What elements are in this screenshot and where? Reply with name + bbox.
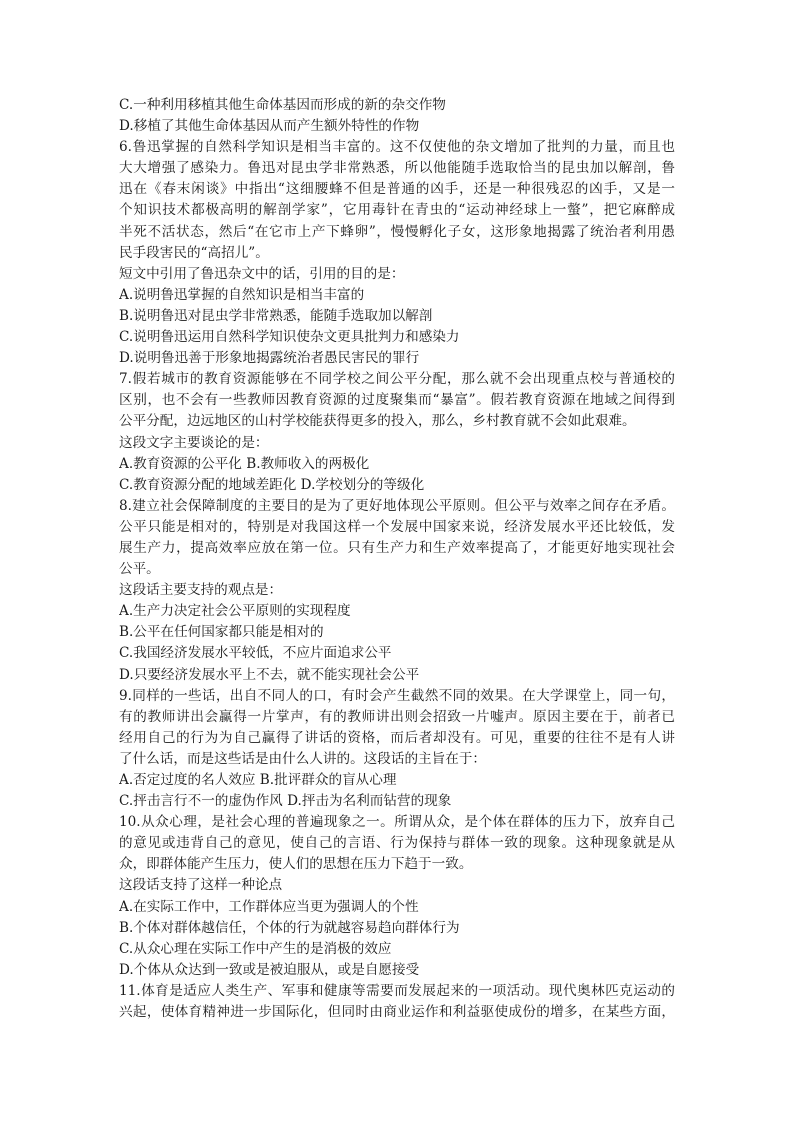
question-text-line: 区别，也不会有一些教师因教育资源的过度聚集而“暴富”。假若教育资源在地域之间得到 xyxy=(119,392,675,409)
option-line: A.说明鲁迅掌握的自然知识是相当丰富的 xyxy=(119,286,365,303)
question-text-line: 7.假若城市的教育资源能够在不同学校之间公平分配，那么就不会出现重点校与普通校的 xyxy=(119,371,675,388)
question-text-line: 公平只能是相对的，特别是对我国这样一个发展中国家来说，经济发展水平还比较低，发 xyxy=(119,518,675,535)
question-text-line: 经用自己的行为为自己赢得了讲话的资格，而后者却没有。可见，重要的往往不是有人讲 xyxy=(119,729,675,746)
option-line: B.公平在任何国家都只能是相对的 xyxy=(119,624,324,641)
question-text-line: 展生产力，提高效率应放在第一位。只有生产力和生产效率提高了，才能更好地实现社会 xyxy=(119,539,675,556)
option-line: C.从众心理在实际工作中产生的是消极的效应 xyxy=(119,940,392,957)
option-line: A.教育资源的公平化 B.教师收入的两极化 xyxy=(119,455,370,472)
question-text-line: 6.鲁迅掌握的自然科学知识是相当丰富的。这不仅使他的杂文增加了批判的力量，而且也 xyxy=(119,139,675,156)
question-text-line: 9.同样的一些话，出自不同人的口，有时会产生截然不同的效果。在大学课堂上，同一句， xyxy=(119,687,675,704)
question-text-line: 兴起，使体育精神进一步国际化，但同时由商业运作和利益驱使成份的增多，在某些方面， xyxy=(119,1004,675,1021)
option-line: A.生产力决定社会公平原则的实现程度 xyxy=(119,603,351,620)
option-line: C.一种利用移植其他生命体基因而形成的新的杂交作物 xyxy=(119,97,446,113)
question-text-line: 半死不活状态，然后“在它市上产下蜂卵”，慢慢孵化子女，这形象地揭露了统治者利用愚 xyxy=(119,223,675,240)
option-line: B.说明鲁迅对昆虫学非常熟悉，能随手选取加以解剖 xyxy=(119,307,433,324)
question-text-line: 10.从众心理，是社会心理的普遍现象之一。所谓从众，是个体在群体的压力下，放弃自己 xyxy=(119,814,675,831)
option-line: D.说明鲁迅善于形象地揭露统治者愚民害民的罪行 xyxy=(119,350,420,367)
question-text-line: 11.体育是适应人类生产、军事和健康等需要而发展起来的一项活动。现代奥林匹克运动的 xyxy=(119,982,675,999)
option-line: C.说明鲁迅运用自然科学知识使杂文更具批判力和感染力 xyxy=(119,329,460,346)
question-text-line: 有的教师讲出会赢得一片掌声，有的教师讲出则会招致一片嘘声。原因主要在于，前者已 xyxy=(119,708,675,725)
question-prompt: 这段话支持了这样一种论点 xyxy=(119,877,283,894)
document-page xyxy=(119,95,675,1023)
option-line: D.移植了其他生命体基因从而产生额外特性的作物 xyxy=(119,118,420,135)
option-line: B.个体对群体越信任，个体的行为就越容易趋向群体行为 xyxy=(119,919,460,936)
question-text-line: 众，即群体能产生压力，使人们的思想在压力下趋于一致。 xyxy=(119,856,473,873)
question-prompt: 短文中引用了鲁迅杂文中的话，引用的目的是： xyxy=(119,265,405,282)
option-line: C.抨击言行不一的虚伪作风 D.抨击为名利而钻营的现象 xyxy=(119,793,452,810)
option-line: A.否定过度的名人效应 B.批评群众的盲从心理 xyxy=(119,772,397,788)
question-prompt: 这段文字主要谈论的是： xyxy=(119,434,269,451)
question-text-line: 公平分配，边远地区的山村学校能获得更多的投入，那么，乡村教育就不会如此艰难。 xyxy=(119,413,636,430)
question-text-line: 公平。 xyxy=(119,561,160,578)
question-text-line: 的意见或违背自己的意见，使自己的言语、行为保持与群体一致的现象。这种现象就是从 xyxy=(119,835,675,852)
option-line: C.我国经济发展水平较低，不应片面追求公平 xyxy=(119,645,392,662)
option-line: A.在实际工作中，工作群体应当更为强调人的个性 xyxy=(119,898,419,915)
question-text-line: 民手段害民的“高招儿”。 xyxy=(119,244,269,261)
option-line: D.个体从众达到一致或是被迫服从，或是自愿接受 xyxy=(119,961,420,978)
question-text-line: 大大增强了感染力。鲁迅对昆虫学非常熟悉，所以他能随手选取恰当的昆虫加以解剖，鲁 xyxy=(119,160,675,177)
question-prompt: 这段话主要支持的观点是： xyxy=(119,582,283,599)
question-text-line: 8.建立社会保障制度的主要目的是为了更好地体现公平原则。但公平与效率之间存在矛盾。 xyxy=(119,497,675,514)
question-text-line: 个知识技术都极高明的解剖学家”，它用毒针在青虫的“运动神经球上一螫”，把它麻醉成 xyxy=(119,202,675,219)
option-line: D.只要经济发展水平上不去，就不能实现社会公平 xyxy=(119,666,420,683)
option-line: C.教育资源分配的地域差距化 D.学校划分的等级化 xyxy=(119,476,425,493)
question-text-line: 迅在《春末闲谈》中指出“这细腰蜂不但是普通的凶手，还是一种很残忍的凶手，又是一 xyxy=(119,181,675,198)
question-text-line: 了什么话，而是这些话是由什么人讲的。这段话的主旨在于： xyxy=(119,750,487,767)
